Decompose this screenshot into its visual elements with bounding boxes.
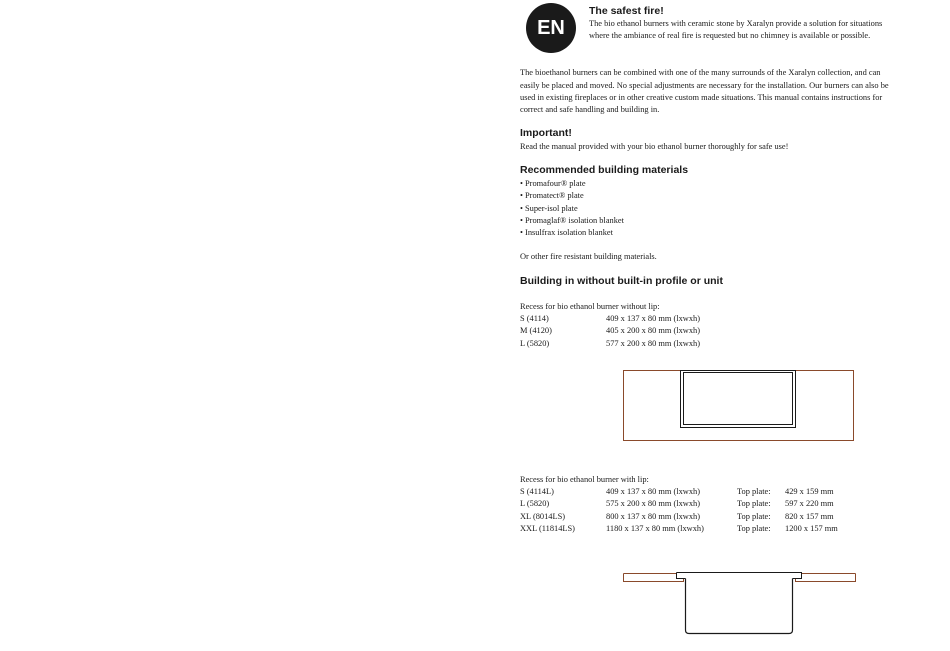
intro-line-2: where the ambiance of real fire is requested but no chimney is available or possible. xyxy=(589,31,871,40)
dims-cell: 409 x 137 x 80 mm (lxwxh) xyxy=(606,487,700,496)
paragraph-line-2: easily be placed and moved. No special adjustments are necessary for the installation. Our burners can also be xyxy=(520,80,889,90)
materials-title: Recommended building materials xyxy=(520,164,689,176)
dims-cell: 575 x 200 x 80 mm (lxwxh) xyxy=(606,499,700,509)
dims-cell: 405 x 200 x 80 mm (lxwxh) xyxy=(606,326,700,336)
list-item: • Promaglaf® isolation blanket xyxy=(520,215,624,225)
model-cell: S (4114L) xyxy=(520,487,554,496)
top-plate-cell: 597 x 220 mm xyxy=(785,499,834,509)
list-item: • Promafour® plate xyxy=(520,179,586,188)
paragraph-line-3: used in existing fireplaces or in other creative custom made situations. This manual contains instructions for xyxy=(520,93,883,102)
burner-lip-left xyxy=(677,573,686,579)
model-cell: S (4114) xyxy=(520,314,549,323)
top-plate-label: Top plate: xyxy=(737,511,771,521)
dims-cell: 409 x 137 x 80 mm (lxwxh) xyxy=(606,314,700,323)
model-cell: XXL (11814LS) xyxy=(520,523,575,533)
top-plate-cell: 820 x 157 mm xyxy=(785,511,834,521)
recess-with-lip-caption: Recess for bio ethanol burner with lip: xyxy=(520,475,649,484)
materials-footer: Or other fire resistant building materials. xyxy=(520,252,657,261)
surround-right-plate xyxy=(796,574,856,582)
list-item: • Promatect® plate xyxy=(520,191,584,201)
important-title: Important! xyxy=(520,127,572,139)
paragraph-line-1: The bioethanol burners can be combined with one of the many surrounds of the Xaralyn collection, and can xyxy=(520,68,881,77)
top-plate-label: Top plate: xyxy=(737,523,771,533)
language-badge: EN xyxy=(526,3,576,53)
list-item: • Insulfrax isolation blanket xyxy=(520,228,613,238)
top-plate-cell: 1200 x 157 mm xyxy=(785,523,838,533)
burner-body xyxy=(686,579,793,634)
paragraph-line-4: correct and safe handling and building in. xyxy=(520,105,660,114)
recess-without-lip-caption: Recess for bio ethanol burner without lip: xyxy=(520,302,660,311)
dims-cell: 1180 x 137 x 80 mm (lxwxh) xyxy=(606,523,704,533)
dims-cell: 577 x 200 x 80 mm (lxwxh) xyxy=(606,338,700,348)
intro-line-1: The bio ethanol burners with ceramic stone by Xaralyn provide a solution for situations xyxy=(589,19,883,28)
intro-title: The safest fire! xyxy=(589,5,664,17)
surround-left-plate xyxy=(624,574,684,582)
top-plate-cell: 429 x 159 mm xyxy=(785,487,834,496)
burner-lip xyxy=(677,573,802,579)
model-cell: L (5820) xyxy=(520,499,550,509)
building-title: Building in without built-in profile or unit xyxy=(520,275,723,287)
model-cell: M (4120) xyxy=(520,326,552,336)
top-plate-label: Top plate: xyxy=(737,487,771,496)
model-cell: L (5820) xyxy=(520,338,550,348)
model-cell: XL (8014LS) xyxy=(520,511,566,521)
list-item: • Super-isol plate xyxy=(520,203,578,213)
top-plate-label: Top plate: xyxy=(737,499,771,509)
important-text: Read the manual provided with your bio ethanol burner thoroughly for safe use! xyxy=(520,142,789,151)
dims-cell: 800 x 137 x 80 mm (lxwxh) xyxy=(606,511,700,521)
